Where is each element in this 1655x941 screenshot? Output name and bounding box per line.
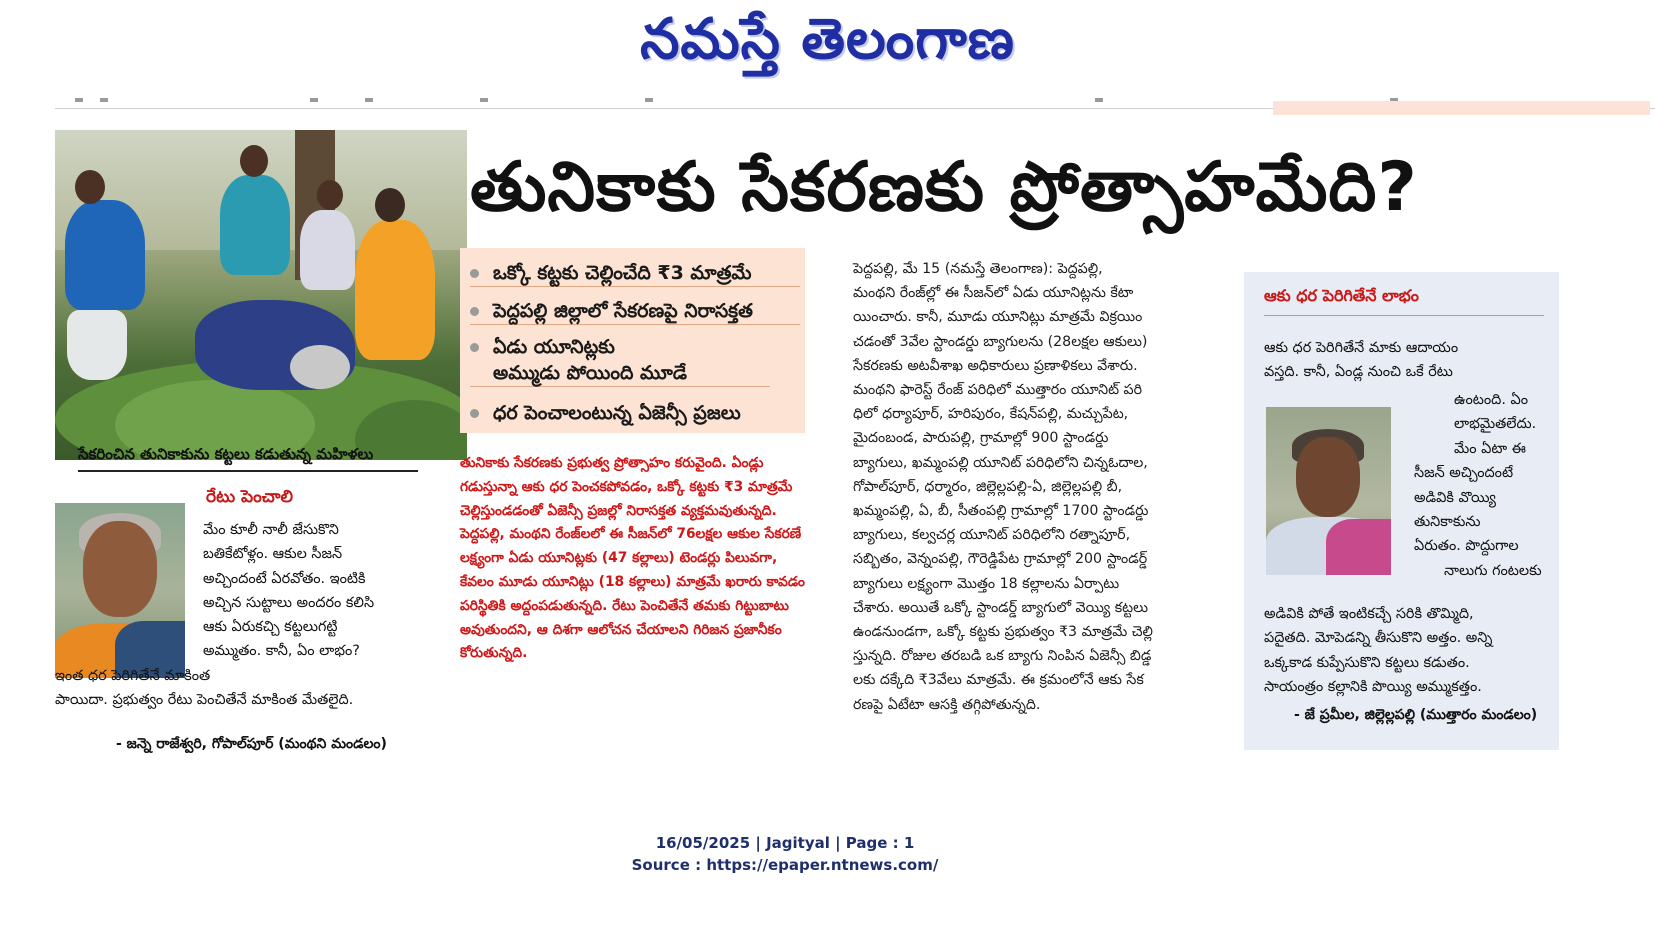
portrait-pramila	[1266, 407, 1391, 575]
quote-sidebar	[1244, 272, 1559, 750]
headline: తునికాకు సేకరణకు ప్రోత్సాహమేది?	[470, 148, 1418, 227]
masthead-band	[1273, 101, 1650, 115]
highlight-item: ధర పెంచాలంటున్న ఏజెన్సీ ప్రజలు	[470, 400, 800, 426]
sidebar-text-bottom: అడివికి పోతే ఇంటికచ్చే సరికి తొమ్మిది, పదైతది. మోపెడన్ని తీసుకొని అత్తం. అన్ని ఒక్కకాడ కుప్పేసుకొని కట్టలు కడుతం. సాయంత్రం కల్లానికి పొయ్యి అమ్ముకత్తం.	[1264, 606, 1493, 696]
highlights-box	[460, 248, 805, 433]
footer-date-edition: 16/05/2025 | Jagityal | Page : 1	[655, 834, 915, 852]
sidebar-heading: ఆకు ధర పెరిగితేనే లాభం	[1264, 286, 1544, 316]
news-photo	[55, 130, 467, 460]
quote-left-body: మేం కూలీ నాలీ జేసుకొని బతికేటోళ్లం. ఆకుల సీజన్ అచ్చిందంటే ఏరవోతం. ఇంటికి అచ్చిన సుట్టాలు అందరం కలిసి ఆకు ఏరుకచ్చి కట్టలుగట్టి అమ్ముతం. కానీ, ఏం లాభం? ఇంత ధర పెరిగితేనే మాకింత పాయిదా. ప్రభుత్వం రేటు పెంచితేనే మాకింత మేతలైది.	[55, 522, 375, 709]
highlight-item	[470, 334, 770, 387]
footer-source[interactable]: Source : https://epaper.ntnews.com/	[631, 856, 939, 874]
highlight-text: ఏడు యూనిట్లకు అమ్ముడు పోయింది మూడే	[493, 336, 687, 384]
sidebar-text-top: ఆకు ధర పెరిగితేనే మాకు ఆదాయం వస్తది. కానీ, ఏండ్ల నుంచి ఒకే రేటు	[1264, 340, 1459, 381]
main-article: పెద్దపల్లి, మే 15 (నమస్తే తెలంగాణ): పెద్దపల్లి, మంథని రేంజ్‌ల్లో ఈ సీజన్‌లో ఏడు యూనిట్లను కేటా యించారు. కానీ, మూడు యూనిట్లు మాత్రమే విక్రయిం చడంతో 3వేల స్టాండర్డు బ్యాగులను (28లక్షల ఆకులు) సేకరణకు అటవీశాఖ అధికారులు ప్రణాళికలు వేశారు. మంథని ఫారెస్ట్ రేంజ్ పరిధిలో ముత్తారం యూనిట్ పరి ధిలో ధర్యాపూర్, హరిపురం, కేషన్‌పల్లి, మచ్చుపేట, మైదంబండ, పారుపల్లి, గ్రామాల్లో 900 స్టాండర్డు బ్యాగులు, ఖమ్మంపల్లి యూనిట్ పరిధిలోని చిన్నఓదాల, గోపాల్‌పూర్, ధర్మారం, జిల్లెల్లపల్లి-ఏ, జిల్లెల్లపల్లి బీ, ఖమ్మంపల్లి, ఏ, బీ, సీతంపల్లి గ్రామాల్లో 1700 స్టాండర్డు బ్యాగులు, కల్వచర్ల యూనిట్ పరిధిలోని రత్నాపూర్, సబ్బితం, వెన్నంపల్లి, గౌరెడ్డిపేట గ్రామాల్లో 200 స్టాండర్డ్ బ్యాగులు లక్ష్యంగా మొత్తం 18 కల్లాలను ఏర్పాటు చేశారు. అయితే ఒక్కో స్టాండర్డ్ బ్యాగులో వెయ్యి కట్టలు ఉండనుండగా, ఒక్కో కట్టకు ప్రభుత్వం ₹3 మాత్రమే చెల్లి స్తున్నది. రోజుల తరబడి ఒక బ్యాగు నింపిన ఏజెన్సీ బిడ్డ లకు దక్కేది ₹3వేలు మాత్రమే. ఈ క్రమంలోనే ఆకు సేక రణపై ఏటేటా ఆసక్తి తగ్గిపోతున్నది.	[853, 261, 1153, 713]
quote-left-signature: - జన్నె రాజేశ్వరి, గోపాల్‌పూర్ (మంథని మండలం)	[116, 736, 387, 752]
lead-paragraph: తునికాకు సేకరణకు ప్రభుత్వ ప్రోత్సాహం కరువైంది. ఏండ్లు గడుస్తున్నా ఆకు ధర పెంచకపోవడం, ఒక్కో కట్టకు ₹3 మాత్రమే చెల్లిస్తుండడంతో ఏజెన్సీ ప్రజల్లో నిరాసక్తత వ్యక్తమవుతున్నది. పెద్దపల్లి, మంథని రేంజ్‌లలో ఈ సీజన్‌లో 76లక్షల ఆకుల సేకరణే లక్ష్యంగా ఏడు యూనిట్లకు (47 కల్లాలు) టెండర్లు పిలువగా, కేవలం మూడు యూనిట్లు (18 కల్లాలు) మాత్రమే ఖరారు కావడం పరిస్థితికి అద్దంపడుతున్నది. రేటు పెంచితేనే తమకు గిట్టుబాటు అవుతుందని, ఆ దిశగా ఆలోచన చేయాలని గిరిజన ప్రజానీకం కోరుతున్నది.	[460, 455, 805, 662]
highlight-item: పెద్దపల్లి జిల్లాలో సేకరణపై నిరాసక్తత	[470, 298, 800, 325]
sidebar-signature: - జే ప్రమీల, జిల్లెల్లపల్లి (ముత్తారం మండలం)	[1294, 707, 1538, 723]
bullet-icon	[470, 307, 479, 316]
photo-caption: సేకరించిన తునికాకును కట్టలు కడుతున్న మహిళలు	[78, 445, 418, 472]
bullet-icon	[470, 343, 479, 352]
masthead-logo: నమస్తే తెలంగాణ	[640, 6, 1015, 72]
bullet-icon	[470, 269, 479, 278]
sidebar-text-side: ఉంటంది. ఏం లాభమైతలేదు. మేం ఏటా ఈ సీజన్ అచ్చిందంటే అడివికి వొయ్యి తునికాకును ఏరుతం. పొద్దుగాల నాలుగు గంటలకు	[1414, 392, 1542, 579]
bullet-icon	[470, 409, 479, 418]
highlight-item: ఒక్కో కట్టకు చెల్లించేది ₹3 మాత్రమే	[470, 260, 800, 287]
quote-left-heading: రేటు పెంచాలి	[206, 487, 293, 507]
